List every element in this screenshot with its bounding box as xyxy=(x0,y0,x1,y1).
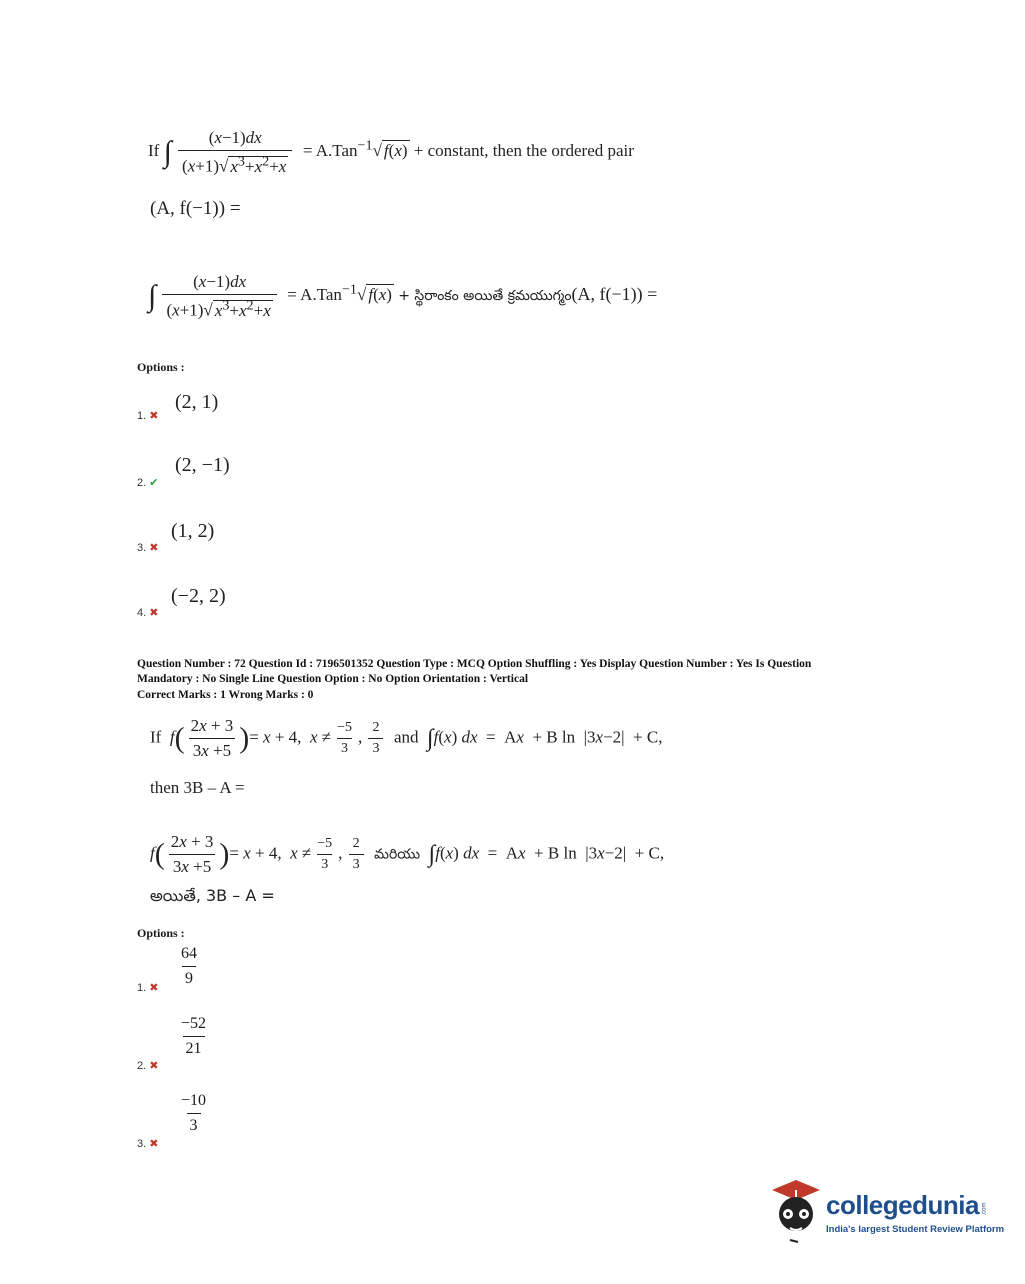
q71-options-heading: Options : xyxy=(137,360,185,374)
q71-option-1-label: 1. ✖ xyxy=(137,410,159,422)
integral-sign: ∫ xyxy=(163,135,172,169)
q71-option-2-value: (2, −1) xyxy=(175,454,230,476)
q72-option-1-fraction xyxy=(178,945,200,988)
and-word: and xyxy=(393,727,419,747)
q71-option-4-label: 4. ✖ xyxy=(137,607,159,619)
denominator: 21 xyxy=(183,1036,205,1058)
q71-option-4-value: (−2, 2) xyxy=(171,585,226,607)
q71-option-2-label: 2. ✔ xyxy=(137,477,159,489)
q72-meta-line-2: Mandatory : No Single Line Question Option : No Option Orientation : Vertical xyxy=(137,673,529,685)
numerator: 64 xyxy=(181,945,197,962)
integrand-fraction: $\frac{(x-1)dx}{(x+1)√ x^3+x^2+x}$ xyxy=(178,128,292,177)
q71-option-3-value: (1, 2) xyxy=(171,520,215,542)
q71-suffix: + constant, then the ordered pair xyxy=(413,141,634,161)
wrong-icon: ✖ xyxy=(149,1060,159,1072)
q72-option-2-label: 2. ✖ xyxy=(137,1060,159,1072)
q72-option-1-label: 1. ✖ xyxy=(137,982,159,994)
q72-option-3-label: 3. ✖ xyxy=(137,1138,159,1150)
q71-option-1-value: (2, 1) xyxy=(175,391,219,413)
if-word: If xyxy=(148,141,160,161)
denominator: 9 xyxy=(182,966,196,988)
telugu-and-word: మరియు xyxy=(374,846,421,863)
wrong-icon: ✖ xyxy=(149,410,159,422)
q72-telugu-equation: f( $\frac{2x + 3}{3x +5}$ )= x + 4, x ≠ $\frac{-5}{3}$ , $\frac{2}{3}$ మరియు ∫f(x) dx = Ax + B ln |3x−2| + C, xyxy=(150,832,665,876)
brand-tagline: India's largest Student Review Platform xyxy=(826,1224,1005,1235)
integral-sign: ∫ xyxy=(148,279,157,313)
correct-check-icon: ✔ xyxy=(149,477,159,489)
wrong-icon: ✖ xyxy=(149,982,159,994)
integrand-fraction: $\frac{(x-1)dx}{(x+1)√ x^3+x^2+x}$ xyxy=(162,272,276,321)
brand-dotcom: .com xyxy=(981,1202,988,1216)
q71-option-3-label: 3. ✖ xyxy=(137,542,159,554)
q72-then-line: then 3B – A = xyxy=(150,778,245,797)
q72-english-equation: If f( $\frac{2x + 3}{3x +5}$ )= x + 4, x ≠ $\frac{-5}{3}$ , $\frac{2}{3}$ and ∫f(x) dx = Ax + B ln |3x−2| + C, xyxy=(150,716,663,760)
if-word: If xyxy=(150,727,162,747)
q72-options-heading: Options : xyxy=(137,926,185,940)
q71-ordered-pair: (A, f(−1)) = xyxy=(150,198,241,219)
numerator: −52 xyxy=(181,1015,207,1032)
wrong-icon: ✖ xyxy=(149,542,159,554)
q71-telugu-pair: (A, f(−1)) = xyxy=(571,284,658,305)
q72-meta-line-3: Correct Marks : 1 Wrong Marks : 0 xyxy=(137,689,314,701)
q72-telugu-then-line: అయితే, 3B – A = xyxy=(150,886,275,905)
mascot-icon xyxy=(766,1176,824,1244)
brand-name: collegedunia xyxy=(826,1190,979,1220)
q72-option-2-fraction xyxy=(178,1015,209,1058)
numerator: −10 xyxy=(181,1092,207,1109)
wrong-icon: ✖ xyxy=(149,1138,159,1150)
q72-meta-line-1: Question Number : 72 Question Id : 7196501352 Question Type : MCQ Option Shuffling : Yes Display Question Number : Yes Is Question xyxy=(137,658,812,670)
denominator: 3 xyxy=(187,1113,201,1135)
collegedunia-logo xyxy=(766,1176,1005,1246)
q71-english-equation: If ∫ $\frac{(x-1)dx}{(x+1)√ x^3+x^2+x}$ = A.Tan$^{-1}$√ f(x) + constant, then the ordered pair xyxy=(148,128,634,176)
wrong-icon: ✖ xyxy=(149,607,159,619)
q71-telugu-equation: ∫ $\frac{(x-1)dx}{(x+1)√ x^3+x^2+x}$ = A.Tan$^{-1}$√ f(x) + స్థిరాంకం అయితే క్రమయుగ్మం(A, f(−1)) = xyxy=(148,272,658,320)
q72-option-3-fraction xyxy=(178,1092,209,1135)
q71-telugu-text: + స్థిరాంకం అయితే క్రమయుగ్మం xyxy=(398,288,572,305)
